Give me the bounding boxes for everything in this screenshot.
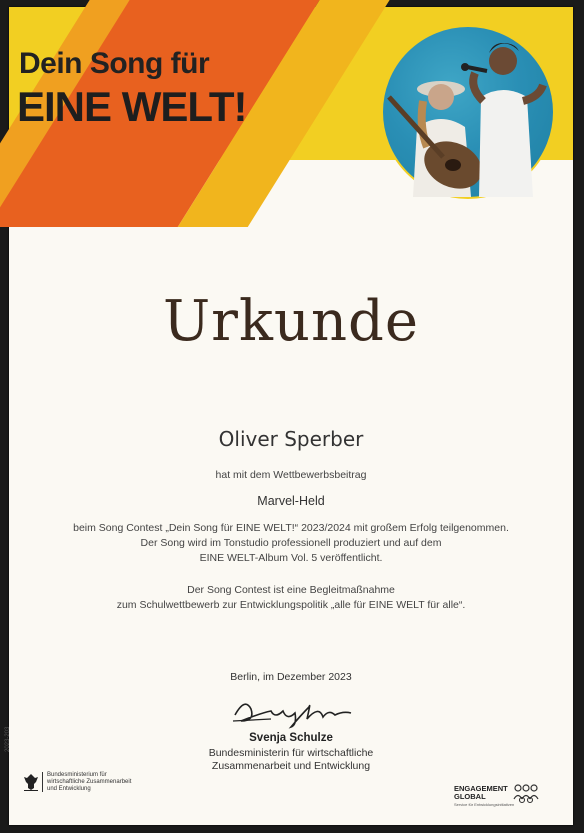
note-line: Der Song Contest ist eine Begleitmaßnahme [187, 584, 395, 596]
ministry-divider [42, 772, 43, 792]
banner-title-line1: Dein Song für [19, 47, 210, 80]
signer-role [9, 747, 573, 773]
body-text [9, 521, 573, 566]
ministry-logo-text [47, 772, 131, 793]
signer-role-line: Bundesministerin für wirtschaftliche [208, 747, 374, 759]
certificate-sheet [5, 7, 573, 825]
place-date: Berlin, im Dezember 2023 [230, 671, 352, 683]
musicians-photo [381, 25, 555, 199]
document-code: 2023-203 [5, 726, 11, 752]
eg-line: GLOBAL [454, 792, 486, 801]
engagement-global-people-icon [512, 783, 540, 812]
certificate-heading: Urkunde [162, 289, 420, 354]
ministry-line: wirtschaftliche Zusammenarbeit [47, 779, 132, 785]
ministry-line: und Entwicklung [47, 786, 91, 792]
note-text [9, 583, 573, 613]
song-title: Marvel-Held [257, 494, 325, 508]
eg-subtitle: Service für Entwicklungsinitiativen [454, 802, 515, 807]
ministry-line: Bundesministerium für [47, 772, 107, 778]
signer-name: Svenja Schulze [249, 732, 333, 744]
recipient-name: Oliver Sperber [218, 427, 364, 451]
body-line: Der Song wird im Tonstudio professionell produziert und auf dem [140, 537, 442, 549]
body-line: beim Song Contest „Dein Song für EINE WELT!“ 2023/2024 mit großem Erfolg teilgenommen. [73, 522, 509, 534]
note-line: zum Schulwettbewerb zur Entwicklungspolitik „alle für EINE WELT für alle“. [116, 599, 466, 611]
body-line: EINE WELT-Album Vol. 5 veröffentlicht. [199, 552, 383, 564]
banner-title-line2: EINE WELT! [17, 83, 247, 130]
engagement-global-logo-text [454, 785, 508, 801]
signer-role-line: Zusammenarbeit und Entwicklung [211, 760, 371, 772]
signature [231, 691, 361, 736]
intro-text: hat mit dem Wettbewerbsbeitrag [215, 469, 367, 481]
eg-line: ENGAGEMENT [454, 784, 508, 793]
federal-eagle-icon [23, 772, 39, 797]
